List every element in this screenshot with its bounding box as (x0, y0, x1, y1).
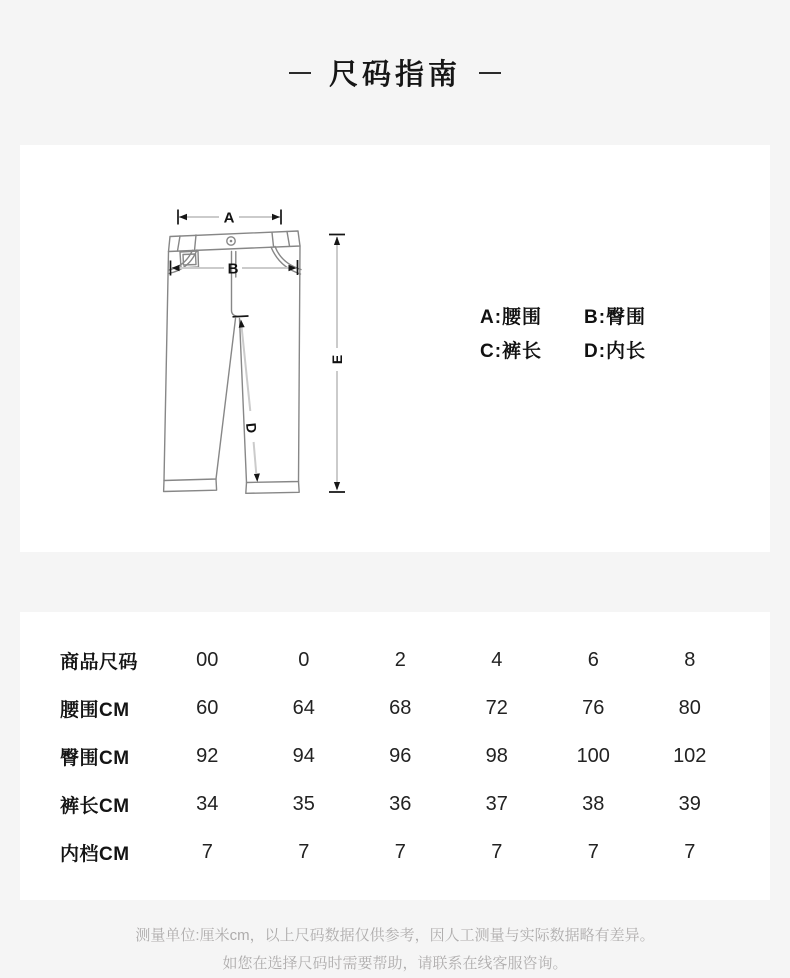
size-table-cell: 60 (196, 696, 219, 719)
size-table-cell: 7 (684, 840, 696, 863)
size-table-cell: 92 (196, 744, 219, 767)
legend-item-pant-length: C:裤长 (480, 341, 543, 362)
measure-line-waist (178, 210, 281, 227)
size-table-row-label: 内档CM (60, 843, 130, 865)
size-table-row-label: 裤长CM (60, 795, 130, 817)
size-table-row-label: 臀围CM (60, 747, 130, 769)
page-title: 尺码指南 (328, 59, 461, 91)
size-table-cell: 72 (485, 696, 508, 719)
size-table-cell: 7 (298, 840, 310, 863)
size-table-cell: 80 (678, 696, 701, 719)
size-table-cell: 39 (678, 792, 701, 815)
size-table-cell: 68 (389, 696, 412, 719)
size-table-cell: 7 (587, 840, 599, 863)
size-table-panel (20, 612, 770, 900)
size-table-row-label: 腰围CM (60, 699, 130, 721)
pants-measurement-diagram (20, 145, 770, 552)
footer-note-line1: 测量单位:厘米cm，以上尺码数据仅供参考，因人工测量与实际数据略有差异。 (135, 927, 655, 944)
legend-item-inner-length: D:内长 (584, 341, 647, 362)
size-table-cell: 100 (576, 744, 610, 767)
waist-button-icon (227, 237, 235, 245)
size-table-cell: 4 (491, 648, 503, 671)
size-table-cell: 35 (292, 792, 315, 815)
diagram-panel (20, 145, 770, 552)
size-table (20, 636, 770, 876)
label-a: A (223, 209, 235, 227)
size-table-cell: 34 (196, 792, 219, 815)
size-table-cell: 96 (389, 744, 412, 767)
size-table-cell: 7 (491, 840, 503, 863)
size-table-cell: 6 (587, 648, 599, 671)
size-table-cell: 0 (298, 648, 310, 671)
footer-note-line2: 如您在选择尺码时需要帮助，请联系在线客服咨询。 (222, 955, 568, 972)
title-dash-left (289, 72, 311, 74)
size-table-cell: 98 (485, 744, 508, 767)
label-b: B (227, 260, 239, 278)
footer-notes (0, 900, 790, 978)
measurement-legend (480, 301, 646, 369)
size-table-cell: 94 (292, 744, 315, 767)
size-table-cell: 2 (394, 648, 406, 671)
legend-item-hip: B:臀围 (584, 307, 647, 328)
measure-line-inseam (233, 316, 260, 482)
legend-row (480, 335, 646, 369)
legend-item-waist: A:腰围 (480, 307, 543, 328)
title-dash-right (479, 72, 501, 74)
size-table-cell: 76 (582, 696, 605, 719)
size-table-cell: 36 (389, 792, 412, 815)
page-header (0, 0, 790, 145)
measure-line-length (329, 235, 345, 493)
size-table-cell: 102 (673, 744, 707, 767)
label-d: D (243, 422, 260, 434)
size-table-cell: 8 (684, 648, 696, 671)
size-table-cell: 7 (201, 840, 213, 863)
size-table-cell: 37 (485, 792, 508, 815)
size-table-cell: 00 (196, 648, 219, 671)
size-table-cell: 38 (582, 792, 605, 815)
size-table-cell: 7 (394, 840, 406, 863)
size-table-cell: 64 (292, 696, 315, 719)
label-e: E (329, 354, 345, 365)
size-table-row-label: 商品尺码 (60, 651, 139, 673)
legend-row (480, 301, 646, 335)
